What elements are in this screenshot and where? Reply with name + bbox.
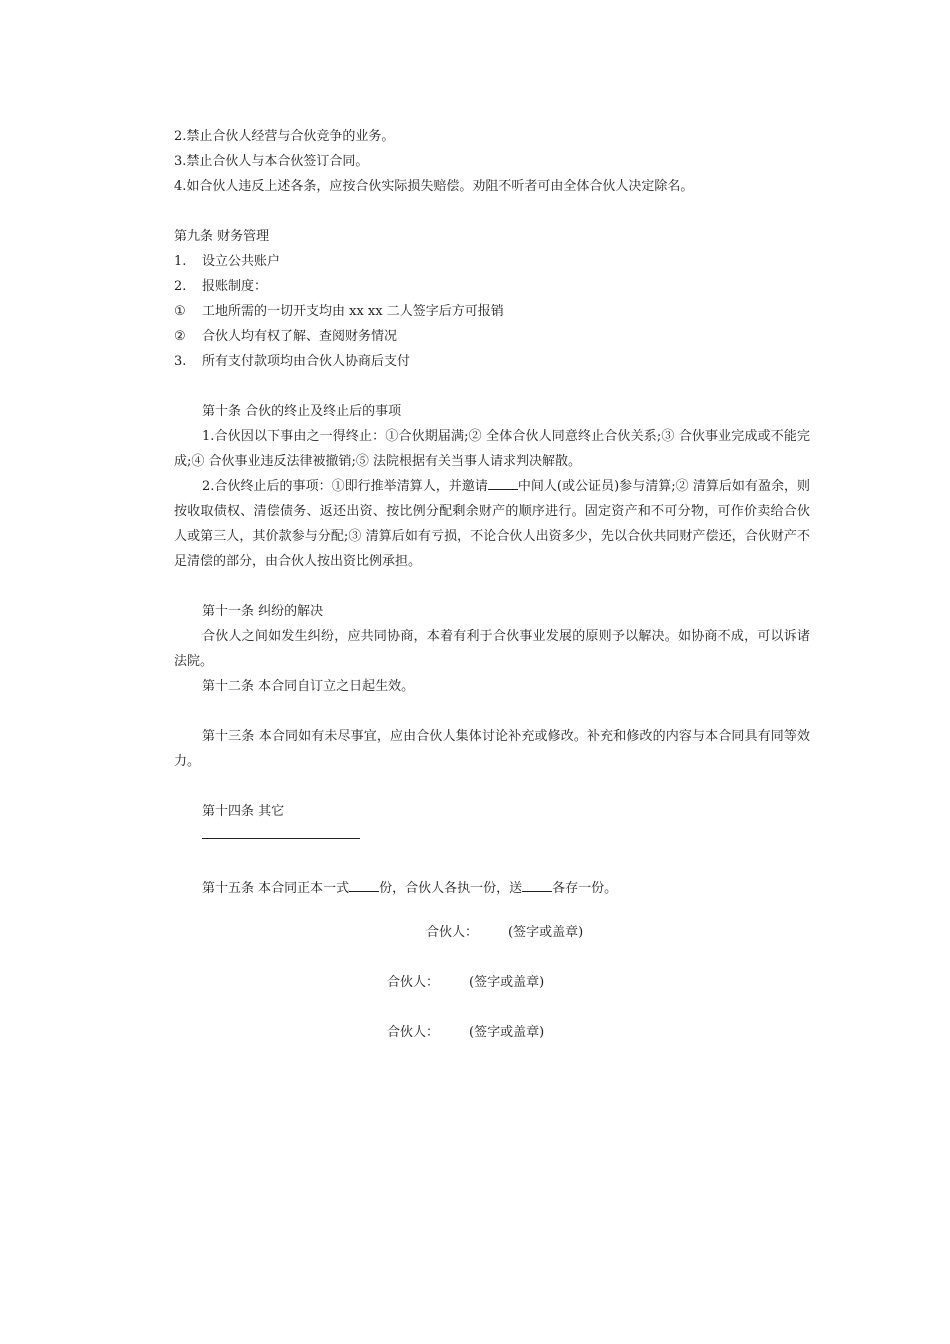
clause-item-4: 4.如合伙人违反上述各条，应按合伙实际损失赔偿。劝阻不听者可由全体合伙人决定除名。: [174, 179, 694, 194]
signature-label: 合伙人：: [387, 1025, 440, 1040]
signature-line: [426, 920, 583, 945]
clause-item-3: 3.禁止合伙人与本合伙签订合同。: [174, 154, 369, 169]
list-text: 设立公共账户: [202, 254, 281, 269]
article-11-title: 第十一条 纠纷的解决: [202, 604, 324, 619]
article-11-paragraph: 合伙人之间如发生纠纷，应共同协商，本着有利于合伙事业发展的原则予以解决。如协商不成，可以诉诸法院。: [174, 629, 810, 669]
article-15: 第十五条 本合同正本一式 份，合伙人各执一份，送 各存一份。: [174, 876, 810, 901]
list-item: [174, 299, 810, 324]
document-body: [174, 124, 810, 901]
list-item: [174, 274, 810, 299]
blank-underline: [522, 877, 552, 892]
list-number: 3.: [174, 354, 187, 369]
list-number: ②: [174, 329, 186, 344]
list-item: [174, 349, 810, 374]
article-10-paragraph-1: 1.合伙因以下事由之一得终止：①合伙期届满;② 全体合伙人同意终止合伙关系;③ 合伙事业完成或不能完成;④ 合伙事业违反法律被撤销;⑤ 法院根据有关当事人请求判决解散。: [174, 429, 810, 469]
list-text: 工地所需的一切开支均由 xx xx 二人签字后方可报销: [202, 304, 504, 319]
article-14: 第十四条 其它: [202, 804, 285, 819]
list-number: 1.: [174, 254, 187, 269]
clause-item-2: 2.禁止合伙人经营与合伙竞争的业务。: [174, 129, 395, 144]
list-text: 合伙人均有权了解、查阅财务情况: [202, 329, 398, 344]
signature-line: [387, 970, 544, 995]
article-12: 第十二条 本合同自订立之日起生效。: [202, 679, 415, 694]
signature-label: 合伙人：: [426, 925, 479, 940]
list-number: ①: [174, 304, 186, 319]
list-item: [174, 249, 810, 274]
signature-line: [387, 1020, 544, 1045]
article-13: 第十三条 本合同如有未尽事宜，应由合伙人集体讨论补充或修改。补充和修改的内容与本合同具有同等效力。: [174, 729, 810, 769]
signature-stamp: (签字或盖章): [469, 975, 545, 990]
list-number: 2.: [174, 279, 187, 294]
list-text: 报账制度：: [202, 279, 268, 294]
signature-label: 合伙人：: [387, 975, 440, 990]
signature-stamp: (签字或盖章): [469, 1025, 545, 1040]
article-10-title: 第十条 合伙的终止及终止后的事项: [202, 404, 402, 419]
blank-underline: [488, 475, 518, 490]
list-item: [174, 324, 810, 349]
blank-line: [202, 824, 360, 839]
article-9-title: 第九条 财务管理: [174, 229, 270, 244]
blank-underline: [349, 877, 379, 892]
list-text: 所有支付款项均由合伙人协商后支付: [202, 354, 411, 369]
article-10-paragraph-2: 2.合伙终止后的事项：①即行推举清算人，并邀请 中间人(或公证员)参与清算;② 清算后如有盈余，则按收取债权、清偿债务、返还出资、按比例分配剩余财产的顺序进行。固定资产和不可分物，可作价卖给合伙人或第三人，其价款参与分配;③ 清算后如有亏损，不论合伙人出资多少，先以合伙共同财产偿还，合伙财产不足清偿的部分，由合伙人按出资比例承担。: [174, 474, 810, 574]
signature-stamp: (签字或盖章): [508, 925, 584, 940]
